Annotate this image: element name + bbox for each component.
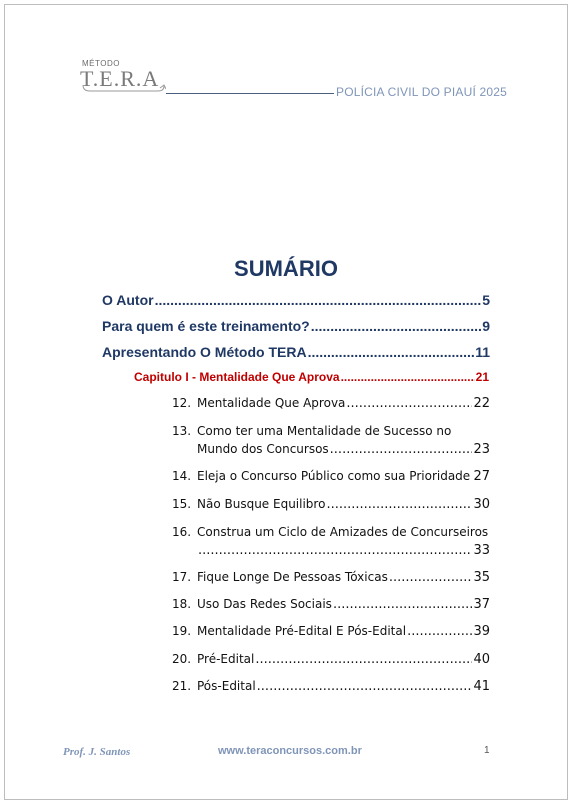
toc-item-page: 30 (473, 497, 490, 512)
toc-leader-dots (198, 543, 472, 558)
logo-small-text: MÉTODO (82, 59, 120, 68)
logo-big-text: T.E.R.A (80, 66, 160, 91)
toc-item-number: 20. (172, 652, 192, 666)
toc-item-label: Pós-Edital (197, 679, 256, 693)
toc-leader-dots (407, 624, 472, 639)
toc-entry-label: Para quem é este treinamento? (102, 318, 310, 334)
toc-leader-dots (257, 679, 473, 694)
toc-item-number: 19. (172, 624, 192, 638)
toc-leader-dots (326, 497, 472, 512)
toc-item-18[interactable] (172, 597, 490, 612)
toc-item-page: 23 (473, 442, 490, 457)
toc-entry-para-quem[interactable] (102, 318, 490, 334)
toc-entry-label: O Autor (102, 292, 154, 308)
toc-entry-page: 5 (482, 292, 490, 308)
toc-item-label: Fique Longe De Pessoas Tóxicas (197, 570, 388, 584)
toc-item-page: 35 (473, 570, 490, 585)
toc-item-label: Mentalidade Pré-Edital E Pós-Edital (197, 624, 407, 638)
toc-item-number: 18. (172, 597, 192, 611)
header-course-title: POLÍCIA CIVIL DO PIAUÍ 2025 (336, 85, 508, 99)
logo-arrow-icon (80, 83, 166, 95)
toc-item-number: 14. (172, 469, 192, 483)
toc-item-20[interactable] (172, 652, 490, 667)
toc-item-number: 16. (172, 525, 192, 539)
toc-item-label: Construa um Ciclo de Amizades de Concurseiros (197, 525, 489, 539)
toc-item-21[interactable] (172, 679, 490, 694)
toc-leader-dots (471, 469, 472, 484)
toc-item-page: 22 (473, 396, 490, 411)
footer-author: Prof. J. Santos (63, 746, 131, 758)
toc-leader-dots (330, 442, 473, 457)
toc-item-label: Mentalidade Que Aprova (197, 396, 346, 410)
toc-leader-dots (308, 344, 475, 360)
toc-item-page: 40 (473, 652, 490, 667)
toc-leader-dots (346, 396, 472, 411)
toc-entry-capitulo-1[interactable] (134, 370, 489, 384)
toc-leader-dots (341, 370, 475, 384)
page-title: SUMÁRIO (234, 256, 338, 281)
toc-item-label: Como ter uma Mentalidade de Sucesso no (197, 424, 452, 438)
toc-item-13[interactable] (172, 424, 490, 438)
toc-item-number: 13. (172, 424, 192, 438)
toc-item-16[interactable] (172, 525, 490, 539)
toc-entry-page: 9 (482, 318, 490, 334)
toc-item-page: 33 (473, 543, 490, 558)
toc-entry-label: Capitulo I - Mentalidade Que Aprova (134, 370, 340, 384)
toc-item-page: 41 (473, 679, 490, 694)
toc-item-17[interactable] (172, 570, 490, 585)
toc-item-number: 21. (172, 679, 192, 693)
toc-item-label: Uso Das Redes Sociais (197, 597, 332, 611)
toc-item-12[interactable] (172, 396, 490, 411)
toc-leader-dots (255, 652, 472, 667)
toc-leader-dots (333, 597, 473, 612)
toc-leader-dots (155, 292, 482, 308)
footer-website-link[interactable]: www.teraconcursos.com.br (218, 745, 362, 757)
toc-item-number: 15. (172, 497, 192, 511)
toc-entry-page: 11 (475, 344, 490, 360)
toc-entry-page: 21 (475, 370, 489, 384)
toc-entry-label: Apresentando O Método TERA (102, 344, 307, 360)
toc-item-13-cont[interactable] (197, 442, 490, 457)
toc-item-16-cont[interactable] (197, 543, 490, 558)
toc-leader-dots (311, 318, 481, 334)
toc-entry-o-autor[interactable] (102, 292, 490, 308)
toc-item-label: Não Busque Equilibro (197, 497, 326, 511)
toc-item-number: 12. (172, 396, 192, 410)
toc-item-19[interactable] (172, 624, 490, 639)
toc-item-page: 39 (473, 624, 490, 639)
toc-leader-dots (389, 570, 473, 585)
toc-item-label: Pré-Edital (197, 652, 255, 666)
toc-item-page: 37 (473, 597, 490, 612)
toc-item-14[interactable] (172, 469, 490, 484)
toc-item-15[interactable] (172, 497, 490, 512)
metodo-tera-logo (80, 53, 166, 97)
toc-entry-apresentando[interactable] (102, 344, 490, 360)
toc-item-label-line2: Mundo dos Concursos (197, 442, 329, 456)
toc-item-label: Eleja o Concurso Público como sua Prioridade (197, 469, 471, 483)
toc-item-number: 17. (172, 570, 192, 584)
footer-page-number: 1 (484, 745, 490, 756)
toc-item-page: 27 (473, 469, 490, 484)
header-rule (166, 93, 334, 94)
